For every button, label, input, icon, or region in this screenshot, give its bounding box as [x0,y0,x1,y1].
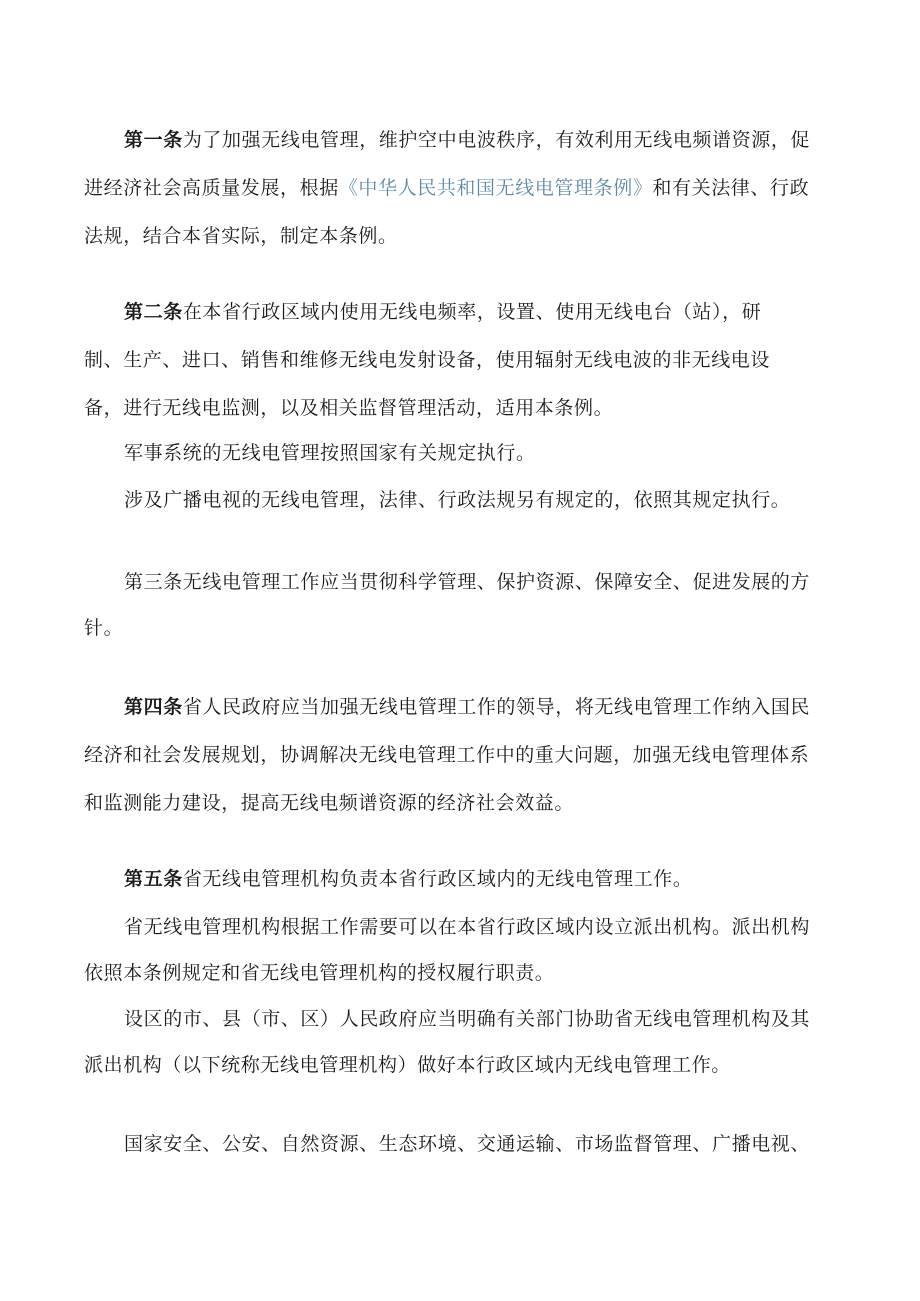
article-2-para-3: 涉及广播电视的无线电管理，法律、行政法规另有规定的，依照其规定执行。 [124,489,791,511]
article-2-label: 第二条 [124,301,183,323]
article-1-line-3: 法规，结合本省实际，制定本条例。 [84,225,398,247]
article-4-line-1 [124,692,836,722]
article-1-label: 第一条 [124,129,183,151]
article-1-line-2-pre: 进经济社会高质量发展，根据 [84,177,339,199]
article-1-line-1 [124,125,836,155]
article-4-label: 第四条 [124,696,183,718]
article-3-line-2: 针。 [84,617,124,639]
article-3-line-1: 第三条无线电管理工作应当贯彻科学管理、保护资源、保障安全、促进发展的方 [124,571,811,593]
article-1-line-2-post: 和有关法律、行政 [652,177,810,199]
article-4-text: 省人民政府应当加强无线电管理工作的领导，将无线电管理工作纳入国民 [182,696,811,718]
article-5-para-2-line-2: 依照本条例规定和省无线电管理机构的授权履行职责。 [84,962,555,984]
article-2-line-3: 备，进行无线电监测，以及相关监督管理活动，适用本条例。 [84,397,614,419]
article-2-para-2: 军事系统的无线电管理按照国家有关规定执行。 [124,442,536,464]
article-4-line-2: 经济和社会发展规划，协调解决无线电管理工作中的重大问题，加强无线电管理体系 [84,744,810,766]
regulation-link[interactable]: 《中华人民共和国无线电管理条例》 [338,177,653,199]
article-5-label: 第五条 [124,868,183,890]
article-4-line-3: 和监测能力建设，提高无线电频谱资源的经济社会效益。 [84,792,575,814]
article-1-line-2 [84,173,836,203]
article-2-line-2: 制、生产、进口、销售和维修无线电发射设备，使用辐射无线电波的非无线电设 [84,349,771,371]
article-2-text: 在本省行政区域内使用无线电频率，设置、使用无线电台（站），研 [182,301,762,323]
article-5-para-2-line-1: 省无线电管理机构根据工作需要可以在本省行政区域内设立派出机构。派出机构 [124,916,811,938]
article-5-para-3-line-2: 派出机构（以下统称无线电管理机构）做好本行政区域内无线电管理工作。 [84,1054,731,1076]
article-1-text: 为了加强无线电管理，维护空中电波秩序，有效利用无线电频谱资源，促 [182,129,811,151]
article-5-line-1 [124,864,836,894]
article-6-line-1: 国家安全、公安、自然资源、生态环境、交通运输、市场监督管理、广播电视、 [124,1133,811,1155]
article-5-para-3-line-1: 设区的市、县（市、区）人民政府应当明确有关部门协助省无线电管理机构及其 [124,1008,811,1030]
article-2-line-1 [124,297,836,327]
article-5-text: 省无线电管理机构负责本省行政区域内的无线电管理工作。 [182,868,693,890]
